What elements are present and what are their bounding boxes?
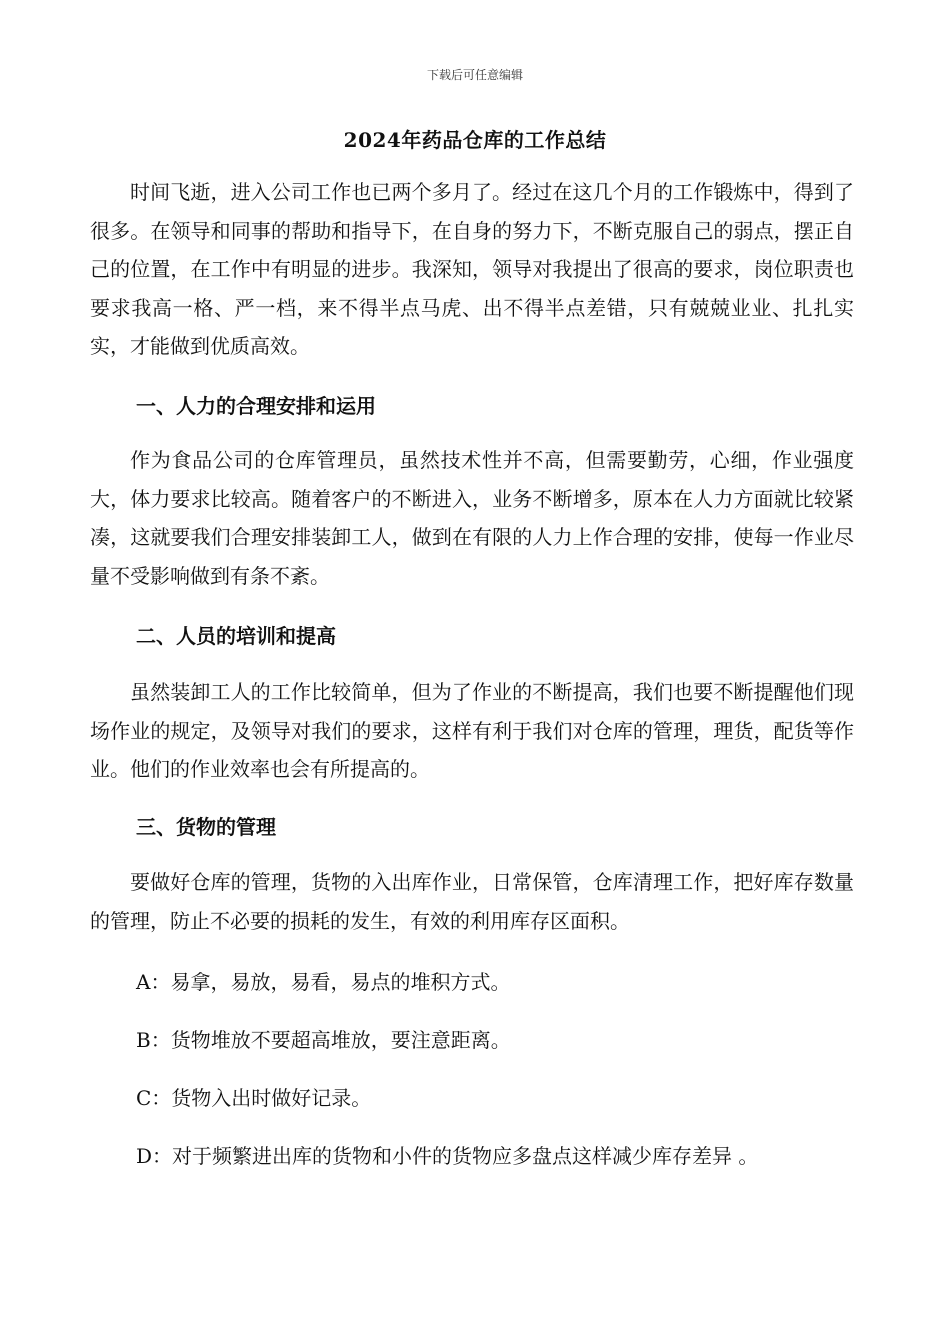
section-heading-1: 一、人力的合理安排和运用 — [136, 394, 376, 418]
section-heading-2: 二、人员的培训和提高 — [136, 624, 336, 648]
intro-paragraph: 时间飞逝，进入公司工作也已两个多月了。经过在这几个月的工作锻炼中，得到了很多。在领导和同事的帮助和指导下，在自身的努力下，不断克服自己的弱点，摆正自己的位置，在工作中有明显的进步。我深知，领导对我提出了很高的要求，岗位职责也要求我高一格、严一档，来不得半点马虎、出不得半点差错，只有兢兢业业、扎扎实实，才能做到优质高效。 — [90, 180, 854, 358]
list-item-a: A：易拿，易放，易看，易点的堆积方式。 — [136, 970, 511, 994]
document-title: 2024年药品仓库的工作总结 — [343, 128, 607, 152]
section-paragraph-3: 要做好仓库的管理，货物的入出库作业，日常保管，仓库清理工作，把好库存数量的管理，防止不必要的损耗的发生，有效的利用库存区面积。 — [90, 870, 854, 933]
list-item-c: C：货物入出时做好记录。 — [136, 1086, 372, 1110]
section-paragraph-1: 作为食品公司的仓库管理员，虽然技术性并不高，但需要勤劳，心细，作业强度大，体力要求比较高。随着客户的不断进入，业务不断增多，原本在人力方面就比较紧凑，这就要我们合理安排装卸工人，做到在有限的人力上作合理的安排，使每一作业尽量不受影响做到有条不紊。 — [90, 448, 854, 588]
header-note: 下载后可任意编辑 — [426, 68, 523, 82]
section-heading-3: 三、货物的管理 — [136, 815, 276, 839]
list-item-b: B：货物堆放不要超高堆放，要注意距离。 — [136, 1028, 511, 1052]
list-item-d: D：对于频繁进出库的货物和小件的货物应多盘点这样减少库存差异 。 — [136, 1144, 759, 1168]
section-paragraph-2: 虽然装卸工人的工作比较简单，但为了作业的不断提高，我们也要不断提醒他们现场作业的规定，及领导对我们的要求，这样有利于我们对仓库的管理，理货，配货等作业。他们的作业效率也会有所提高的。 — [90, 680, 854, 781]
